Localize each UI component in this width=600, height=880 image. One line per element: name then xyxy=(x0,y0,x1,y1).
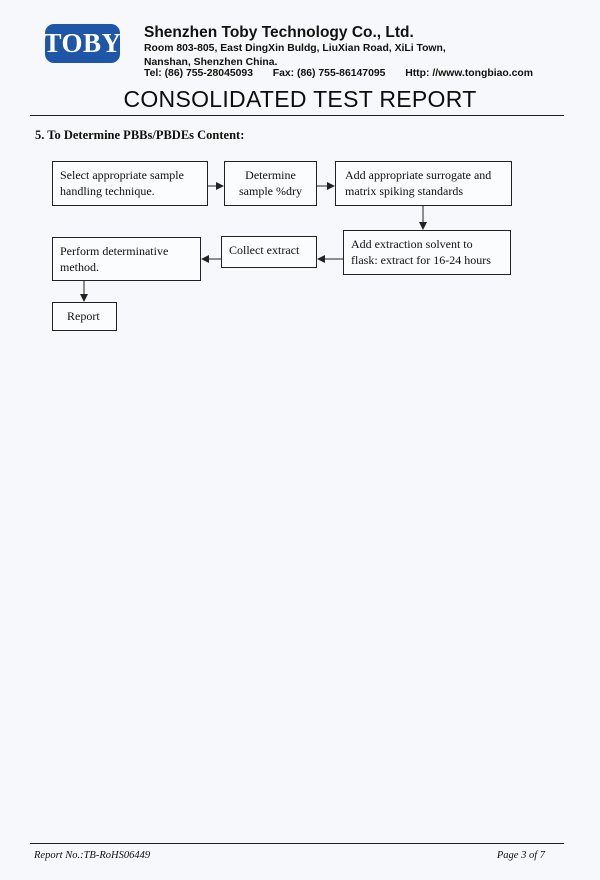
flow-step-text: Determine xyxy=(245,168,296,182)
footer-divider xyxy=(30,843,564,844)
flow-step-text: Add appropriate surrogate and xyxy=(345,168,492,182)
address-line-1: Room 803-805, East DingXin Buldg, LiuXian Road, XiLi Town, xyxy=(144,43,446,54)
flow-step-text: sample %dry xyxy=(239,184,302,198)
flow-step-text: flask: extract for 16-24 hours xyxy=(351,253,491,267)
flowchart-connectors xyxy=(0,0,600,400)
report-number: Report No.:TB-RoHS06449 xyxy=(34,850,151,861)
flow-step-text: Perform determinative xyxy=(60,244,169,258)
flow-step-text: handling technique. xyxy=(60,184,155,198)
flow-step-text: Add extraction solvent to xyxy=(351,237,473,251)
page-number: Page 3 of 7 xyxy=(496,850,545,861)
flow-step-text: matrix spiking standards xyxy=(345,184,463,198)
fax-number: Fax: (86) 755-86147095 xyxy=(272,68,386,79)
logo-text: TOBY xyxy=(43,28,122,58)
website-link[interactable]: Http: //www.tongbiao.com xyxy=(405,68,533,79)
flow-step-text: Report xyxy=(67,309,100,323)
address-line-2: Nanshan, Shenzhen China. xyxy=(144,57,278,68)
flow-step-text: Select appropriate sample xyxy=(60,168,184,182)
company-name: Shenzhen Toby Technology Co., Ltd. xyxy=(144,24,414,41)
flow-step-text: method. xyxy=(60,260,99,274)
section-heading: 5. To Determine PBBs/PBDEs Content: xyxy=(35,128,245,142)
tel-number: Tel: (86) 755-28045093 xyxy=(144,68,253,79)
flow-step-text: Collect extract xyxy=(229,243,300,257)
report-title: CONSOLIDATED TEST REPORT xyxy=(123,86,477,112)
